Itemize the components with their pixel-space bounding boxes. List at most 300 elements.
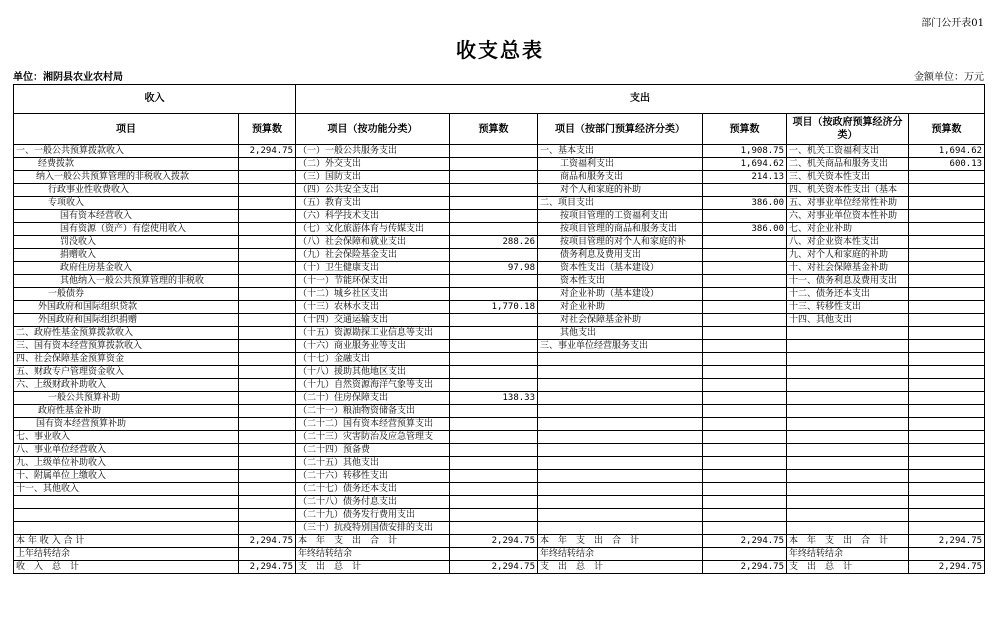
gov-econ-item-cell: 四、机关资本性支出（基本 xyxy=(787,184,909,197)
functional-budget-cell xyxy=(450,457,538,470)
functional-item-cell: （十九）自然资源海洋气象等支出 xyxy=(296,379,450,392)
gov-econ-budget-cell xyxy=(909,353,985,366)
gov-econ-item-cell: 十二、债务还本支出 xyxy=(787,288,909,301)
col-header-gov-econ-item: 项目（按政府预算经济分类） xyxy=(787,114,909,145)
unit-label: 单位：湘阴县农业农村局 xyxy=(13,72,123,83)
dept-econ-budget-cell xyxy=(703,301,787,314)
functional-budget-cell xyxy=(450,275,538,288)
income-item-cell: 八、事业单位经营收入 xyxy=(14,444,239,457)
dept-econ-budget-cell xyxy=(703,509,787,522)
dept-econ-budget-cell: 2,294.75 xyxy=(703,561,787,574)
gov-econ-item-cell xyxy=(787,470,909,483)
income-budget-cell xyxy=(239,522,296,535)
dept-econ-item-cell xyxy=(538,509,703,522)
functional-item-cell: （五）教育支出 xyxy=(296,197,450,210)
income-item-cell: 二、政府性基金预算拨款收入 xyxy=(14,327,239,340)
functional-budget-cell xyxy=(450,418,538,431)
dept-econ-item-cell: 三、事业单位经营服务支出 xyxy=(538,340,703,353)
gov-econ-budget-cell xyxy=(909,405,985,418)
functional-budget-cell xyxy=(450,145,538,158)
gov-econ-budget-cell xyxy=(909,210,985,223)
table-row xyxy=(14,223,985,236)
income-budget-cell: 2,294.75 xyxy=(239,561,296,574)
dept-econ-item-cell xyxy=(538,470,703,483)
dept-econ-budget-cell: 1,694.62 xyxy=(703,158,787,171)
amount-unit-label: 金额单位：万元 xyxy=(914,72,984,83)
budget-summary-table xyxy=(13,84,985,574)
gov-econ-item-cell xyxy=(787,496,909,509)
functional-budget-cell xyxy=(450,184,538,197)
functional-item-cell: （二十）住房保障支出 xyxy=(296,392,450,405)
gov-econ-budget-cell xyxy=(909,262,985,275)
income-budget-cell: 2,294.75 xyxy=(239,535,296,548)
functional-item-cell: （十六）商业服务业等支出 xyxy=(296,340,450,353)
income-budget-cell xyxy=(239,236,296,249)
col-header-dept-econ-item: 项目（按部门预算经济分类） xyxy=(538,114,703,145)
income-item-cell: 政府住房基金收入 xyxy=(14,262,239,275)
gov-econ-item-cell: 十、对社会保障基金补助 xyxy=(787,262,909,275)
functional-budget-cell xyxy=(450,509,538,522)
income-item-cell: 政府性基金补助 xyxy=(14,405,239,418)
dept-econ-budget-cell xyxy=(703,236,787,249)
dept-econ-budget-cell: 214.13 xyxy=(703,171,787,184)
functional-item-cell: （二十七）债务还本支出 xyxy=(296,483,450,496)
functional-item-cell: （二十一）粮油物资储备支出 xyxy=(296,405,450,418)
dept-econ-item-cell xyxy=(538,496,703,509)
table-row xyxy=(14,262,985,275)
gov-econ-budget-cell xyxy=(909,171,985,184)
gov-econ-item-cell: 三、机关资本性支出 xyxy=(787,171,909,184)
dept-econ-budget-cell xyxy=(703,184,787,197)
functional-budget-cell xyxy=(450,288,538,301)
table-row xyxy=(14,444,985,457)
functional-budget-cell xyxy=(450,210,538,223)
functional-item-cell: （十四）交通运输支出 xyxy=(296,314,450,327)
income-item-cell: 九、上级单位补助收入 xyxy=(14,457,239,470)
gov-econ-item-cell xyxy=(787,522,909,535)
dept-econ-item-cell: 对个人和家庭的补助 xyxy=(538,184,703,197)
dept-econ-item-cell: 按项目管理的对个人和家庭的补 xyxy=(538,236,703,249)
table-row xyxy=(14,275,985,288)
income-budget-cell: 2,294.75 xyxy=(239,145,296,158)
table-row xyxy=(14,496,985,509)
expense-group-header: 支出 xyxy=(296,85,985,114)
table-row xyxy=(14,353,985,366)
gov-econ-budget-cell: 2,294.75 xyxy=(909,561,985,574)
income-item-cell: 外国政府和国际组织捐赠 xyxy=(14,314,239,327)
dept-econ-item-cell: 本 年 支 出 合 计 xyxy=(538,535,703,548)
dept-econ-item-cell: 其他支出 xyxy=(538,327,703,340)
gov-econ-budget-cell xyxy=(909,392,985,405)
income-budget-cell xyxy=(239,470,296,483)
functional-item-cell: （三十）抗疫特别国债安排的支出 xyxy=(296,522,450,535)
dept-econ-budget-cell xyxy=(703,314,787,327)
gov-econ-item-cell xyxy=(787,509,909,522)
functional-item-cell: （一）一般公共服务支出 xyxy=(296,145,450,158)
dept-econ-item-cell xyxy=(538,366,703,379)
functional-item-cell: （三）国防支出 xyxy=(296,171,450,184)
functional-budget-cell xyxy=(450,366,538,379)
table-row xyxy=(14,392,985,405)
income-budget-cell xyxy=(239,223,296,236)
group-header-row xyxy=(14,85,985,114)
table-row xyxy=(14,314,985,327)
gov-econ-item-cell: 六、对事业单位资本性补助 xyxy=(787,210,909,223)
functional-budget-cell xyxy=(450,314,538,327)
income-item-cell xyxy=(14,522,239,535)
functional-item-cell: （九）社会保险基金支出 xyxy=(296,249,450,262)
table-row xyxy=(14,457,985,470)
gov-econ-budget-cell xyxy=(909,457,985,470)
functional-budget-cell xyxy=(450,522,538,535)
income-budget-cell xyxy=(239,392,296,405)
gov-econ-item-cell xyxy=(787,431,909,444)
dept-econ-item-cell xyxy=(538,405,703,418)
table-row xyxy=(14,509,985,522)
dept-econ-budget-cell xyxy=(703,379,787,392)
dept-econ-budget-cell xyxy=(703,327,787,340)
income-budget-cell xyxy=(239,275,296,288)
dept-econ-budget-cell xyxy=(703,392,787,405)
table-row xyxy=(14,470,985,483)
income-budget-cell xyxy=(239,314,296,327)
income-budget-cell xyxy=(239,210,296,223)
dept-econ-item-cell xyxy=(538,483,703,496)
functional-item-cell: （十一）节能环保支出 xyxy=(296,275,450,288)
table-row xyxy=(14,288,985,301)
dept-econ-budget-cell: 1,908.75 xyxy=(703,145,787,158)
gov-econ-budget-cell xyxy=(909,275,985,288)
income-item-cell: 外国政府和国际组织贷款 xyxy=(14,301,239,314)
table-row xyxy=(14,249,985,262)
dept-econ-item-cell: 商品和服务支出 xyxy=(538,171,703,184)
dept-econ-budget-cell xyxy=(703,522,787,535)
income-item-cell: 收 入 总 计 xyxy=(14,561,239,574)
dept-econ-item-cell: 年终结转结余 xyxy=(538,548,703,561)
table-row xyxy=(14,158,985,171)
income-item-cell: 五、财政专户管理资金收入 xyxy=(14,366,239,379)
functional-item-cell: 年终结转结余 xyxy=(296,548,450,561)
income-budget-cell xyxy=(239,301,296,314)
income-budget-cell xyxy=(239,444,296,457)
income-budget-cell xyxy=(239,379,296,392)
dept-econ-budget-cell xyxy=(703,353,787,366)
income-item-cell: 纳入一般公共预算管理的非税收入拨款 xyxy=(14,171,239,184)
dept-econ-item-cell xyxy=(538,444,703,457)
table-row xyxy=(14,327,985,340)
functional-budget-cell xyxy=(450,405,538,418)
income-item-cell: 一、一般公共预算拨款收入 xyxy=(14,145,239,158)
dept-econ-item-cell: 对社会保障基金补助 xyxy=(538,314,703,327)
functional-budget-cell xyxy=(450,470,538,483)
gov-econ-budget-cell xyxy=(909,327,985,340)
dept-econ-budget-cell xyxy=(703,210,787,223)
income-item-cell: 专项收入 xyxy=(14,197,239,210)
gov-econ-item-cell xyxy=(787,340,909,353)
income-item-cell: 十一、其他收入 xyxy=(14,483,239,496)
functional-budget-cell xyxy=(450,340,538,353)
income-budget-cell xyxy=(239,483,296,496)
income-item-cell: 国有资本经营预算补助 xyxy=(14,418,239,431)
gov-econ-item-cell: 本 年 支 出 合 计 xyxy=(787,535,909,548)
gov-econ-item-cell: 一、机关工资福利支出 xyxy=(787,145,909,158)
dept-econ-budget-cell xyxy=(703,470,787,483)
gov-econ-budget-cell xyxy=(909,288,985,301)
functional-item-cell: 支 出 总 计 xyxy=(296,561,450,574)
table-row xyxy=(14,379,985,392)
gov-econ-budget-cell xyxy=(909,301,985,314)
income-budget-cell xyxy=(239,262,296,275)
functional-budget-cell xyxy=(450,353,538,366)
functional-budget-cell xyxy=(450,431,538,444)
income-item-cell: 本 年 收 入 合 计 xyxy=(14,535,239,548)
dept-econ-item-cell: 工资福利支出 xyxy=(538,158,703,171)
gov-econ-item-cell xyxy=(787,457,909,470)
functional-budget-cell xyxy=(450,548,538,561)
dept-econ-budget-cell xyxy=(703,457,787,470)
table-row xyxy=(14,197,985,210)
dept-econ-budget-cell xyxy=(703,275,787,288)
functional-item-cell: （二十九）债务发行费用支出 xyxy=(296,509,450,522)
functional-item-cell: （二十六）转移性支出 xyxy=(296,470,450,483)
functional-item-cell: （四）公共安全支出 xyxy=(296,184,450,197)
table-row xyxy=(14,405,985,418)
functional-item-cell: （二十五）其他支出 xyxy=(296,457,450,470)
gov-econ-item-cell: 十一、债务利息及费用支出 xyxy=(787,275,909,288)
dept-econ-budget-cell xyxy=(703,288,787,301)
functional-budget-cell xyxy=(450,496,538,509)
income-item-cell: 罚没收入 xyxy=(14,236,239,249)
functional-item-cell: （六）科学技术支出 xyxy=(296,210,450,223)
table-row xyxy=(14,522,985,535)
col-header-dept-econ-budget: 预算数 xyxy=(703,114,787,145)
functional-budget-cell: 97.98 xyxy=(450,262,538,275)
income-item-cell: 捐赠收入 xyxy=(14,249,239,262)
table-row xyxy=(14,301,985,314)
dept-econ-budget-cell xyxy=(703,366,787,379)
functional-item-cell: （八）社会保障和就业支出 xyxy=(296,236,450,249)
income-item-cell: 一般债券 xyxy=(14,288,239,301)
gov-econ-budget-cell xyxy=(909,522,985,535)
dept-econ-item-cell xyxy=(538,431,703,444)
table-row xyxy=(14,236,985,249)
gov-econ-budget-cell xyxy=(909,509,985,522)
income-budget-cell xyxy=(239,496,296,509)
income-item-cell: 经费拨款 xyxy=(14,158,239,171)
gov-econ-item-cell: 年终结转结余 xyxy=(787,548,909,561)
dept-econ-budget-cell xyxy=(703,431,787,444)
dept-econ-budget-cell xyxy=(703,444,787,457)
income-item-cell: 国有资源（资产）有偿使用收入 xyxy=(14,223,239,236)
income-budget-cell xyxy=(239,340,296,353)
gov-econ-item-cell xyxy=(787,353,909,366)
dept-econ-item-cell: 一、基本支出 xyxy=(538,145,703,158)
gov-econ-item-cell: 八、对企业资本性支出 xyxy=(787,236,909,249)
gov-econ-budget-cell: 600.13 xyxy=(909,158,985,171)
page-title: 收支总表 xyxy=(456,38,544,62)
income-budget-cell xyxy=(239,366,296,379)
gov-econ-item-cell xyxy=(787,444,909,457)
gov-econ-item-cell: 二、机关商品和服务支出 xyxy=(787,158,909,171)
table-row xyxy=(14,145,985,158)
gov-econ-item-cell: 十四、其他支出 xyxy=(787,314,909,327)
dept-econ-item-cell xyxy=(538,379,703,392)
dept-econ-budget-cell: 386.00 xyxy=(703,223,787,236)
dept-econ-budget-cell xyxy=(703,340,787,353)
functional-budget-cell xyxy=(450,223,538,236)
gov-econ-budget-cell xyxy=(909,340,985,353)
gov-econ-item-cell xyxy=(787,483,909,496)
dept-econ-budget-cell: 386.00 xyxy=(703,197,787,210)
income-budget-cell xyxy=(239,184,296,197)
gov-econ-item-cell xyxy=(787,418,909,431)
table-row xyxy=(14,340,985,353)
income-budget-cell xyxy=(239,171,296,184)
gov-econ-item-cell: 支 出 总 计 xyxy=(787,561,909,574)
dept-econ-item-cell: 资本性支出（基本建设） xyxy=(538,262,703,275)
dept-econ-budget-cell xyxy=(703,249,787,262)
income-budget-cell xyxy=(239,431,296,444)
col-header-income-budget: 预算数 xyxy=(239,114,296,145)
functional-item-cell: （十五）资源勘探工业信息等支出 xyxy=(296,327,450,340)
functional-item-cell: （二）外交支出 xyxy=(296,158,450,171)
income-item-cell: 行政事业性收费收入 xyxy=(14,184,239,197)
gov-econ-budget-cell xyxy=(909,197,985,210)
income-budget-cell xyxy=(239,418,296,431)
table-row xyxy=(14,418,985,431)
functional-budget-cell xyxy=(450,483,538,496)
column-header-row xyxy=(14,114,985,145)
functional-budget-cell: 1,770.18 xyxy=(450,301,538,314)
income-item-cell: 其他纳入一般公共预算管理的非税收 xyxy=(14,275,239,288)
functional-budget-cell xyxy=(450,444,538,457)
functional-budget-cell: 2,294.75 xyxy=(450,535,538,548)
income-item-cell: 四、社会保障基金预算资金 xyxy=(14,353,239,366)
income-item-cell: 三、国有资本经营预算拨款收入 xyxy=(14,340,239,353)
gov-econ-item-cell xyxy=(787,392,909,405)
income-item-cell xyxy=(14,509,239,522)
dept-econ-item-cell xyxy=(538,457,703,470)
gov-econ-budget-cell xyxy=(909,548,985,561)
income-budget-cell xyxy=(239,158,296,171)
col-header-functional-budget: 预算数 xyxy=(450,114,538,145)
table-row xyxy=(14,171,985,184)
gov-econ-item-cell xyxy=(787,379,909,392)
dept-econ-item-cell: 对企业补助 xyxy=(538,301,703,314)
functional-item-cell: （七）文化旅游体育与传媒支出 xyxy=(296,223,450,236)
table-row xyxy=(14,535,985,548)
dept-econ-item-cell: 支 出 总 计 xyxy=(538,561,703,574)
income-budget-cell xyxy=(239,197,296,210)
dept-econ-budget-cell xyxy=(703,548,787,561)
col-header-income-item: 项目 xyxy=(14,114,239,145)
income-budget-cell xyxy=(239,249,296,262)
income-budget-cell xyxy=(239,509,296,522)
income-budget-cell xyxy=(239,327,296,340)
functional-item-cell: （二十二）国有资本经营预算支出 xyxy=(296,418,450,431)
income-budget-cell xyxy=(239,405,296,418)
income-budget-cell xyxy=(239,457,296,470)
gov-econ-budget-cell xyxy=(909,184,985,197)
dept-econ-item-cell: 按项目管理的商品和服务支出 xyxy=(538,223,703,236)
gov-econ-budget-cell xyxy=(909,496,985,509)
table-row xyxy=(14,184,985,197)
gov-econ-item-cell: 十三、转移性支出 xyxy=(787,301,909,314)
functional-item-cell: （二十八）债务付息支出 xyxy=(296,496,450,509)
gov-econ-budget-cell xyxy=(909,236,985,249)
income-item-cell: 国有资本经营收入 xyxy=(14,210,239,223)
functional-budget-cell xyxy=(450,158,538,171)
gov-econ-budget-cell xyxy=(909,379,985,392)
functional-budget-cell: 288.26 xyxy=(450,236,538,249)
gov-econ-item-cell xyxy=(787,327,909,340)
gov-econ-budget-cell xyxy=(909,483,985,496)
dept-econ-item-cell: 二、项目支出 xyxy=(538,197,703,210)
col-header-gov-econ-budget: 预算数 xyxy=(909,114,985,145)
dept-econ-budget-cell xyxy=(703,405,787,418)
functional-item-cell: （十三）农林水支出 xyxy=(296,301,450,314)
gov-econ-budget-cell xyxy=(909,444,985,457)
functional-item-cell: （十七）金融支出 xyxy=(296,353,450,366)
income-budget-cell xyxy=(239,288,296,301)
dept-econ-budget-cell xyxy=(703,496,787,509)
table-row xyxy=(14,366,985,379)
dept-econ-item-cell: 债务利息及费用支出 xyxy=(538,249,703,262)
dept-econ-item-cell: 按项目管理的工资福利支出 xyxy=(538,210,703,223)
gov-econ-budget-cell xyxy=(909,431,985,444)
income-item-cell: 七、事业收入 xyxy=(14,431,239,444)
functional-budget-cell xyxy=(450,327,538,340)
functional-budget-cell: 2,294.75 xyxy=(450,561,538,574)
income-budget-cell xyxy=(239,353,296,366)
gov-econ-budget-cell xyxy=(909,470,985,483)
dept-econ-budget-cell: 2,294.75 xyxy=(703,535,787,548)
gov-econ-budget-cell xyxy=(909,418,985,431)
functional-budget-cell: 138.33 xyxy=(450,392,538,405)
gov-econ-budget-cell: 2,294.75 xyxy=(909,535,985,548)
income-item-cell: 六、上级财政补助收入 xyxy=(14,379,239,392)
table-row xyxy=(14,431,985,444)
functional-budget-cell xyxy=(450,379,538,392)
table-row xyxy=(14,548,985,561)
income-item-cell: 上年结转结余 xyxy=(14,548,239,561)
table-row xyxy=(14,483,985,496)
functional-item-cell: （二十四）预备费 xyxy=(296,444,450,457)
functional-item-cell: 本 年 支 出 合 计 xyxy=(296,535,450,548)
gov-econ-item-cell xyxy=(787,405,909,418)
functional-budget-cell xyxy=(450,171,538,184)
functional-item-cell: （十二）城乡社区支出 xyxy=(296,288,450,301)
income-group-header: 收入 xyxy=(14,85,296,114)
gov-econ-budget-cell xyxy=(909,249,985,262)
gov-econ-item-cell: 五、对事业单位经常性补助 xyxy=(787,197,909,210)
functional-item-cell: （二十三）灾害防治及应急管理支 xyxy=(296,431,450,444)
table-row xyxy=(14,210,985,223)
dept-econ-item-cell: 对企业补助（基本建设） xyxy=(538,288,703,301)
col-header-functional-item: 项目（按功能分类） xyxy=(296,114,450,145)
functional-budget-cell xyxy=(450,197,538,210)
dept-econ-budget-cell xyxy=(703,262,787,275)
gov-econ-budget-cell xyxy=(909,314,985,327)
dept-econ-item-cell xyxy=(538,392,703,405)
functional-budget-cell xyxy=(450,249,538,262)
dept-econ-item-cell xyxy=(538,353,703,366)
income-item-cell: 一般公共预算补助 xyxy=(14,392,239,405)
gov-econ-item-cell: 七、对企业补助 xyxy=(787,223,909,236)
income-budget-cell xyxy=(239,548,296,561)
dept-econ-item-cell xyxy=(538,418,703,431)
form-code: 部门公开表01 xyxy=(921,18,984,29)
